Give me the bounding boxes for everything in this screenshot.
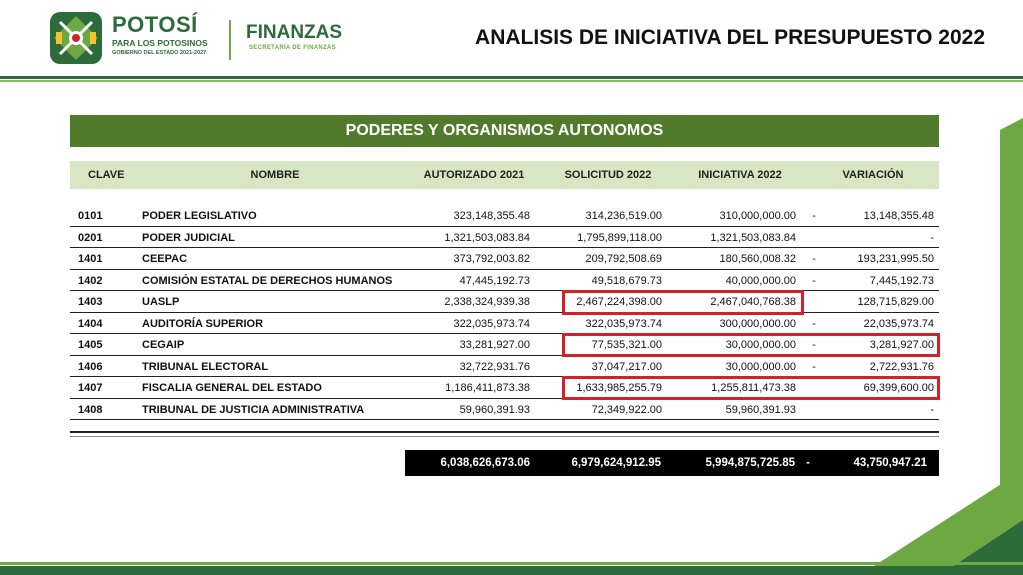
col-solicitud: SOLICITUD 2022 [564,169,652,181]
cell-sign: - [812,339,816,351]
cell-variacion: 7,445,192.73 [869,274,934,287]
cell-clave: 1406 [78,360,103,373]
cell-variacion: 13,148,355.48 [863,210,934,222]
cell-autorizado: 59,960,391.93 [459,403,530,416]
total-solicitud: 6,979,624,912.95 [571,457,661,469]
cell-solicitud: 49,518,679.73 [591,274,662,287]
cell-variacion: - [930,231,934,244]
table-row [70,313,939,335]
cell-nombre: FISCALIA GENERAL DEL ESTADO [142,382,322,394]
cell-variacion: 2,722,931.76 [869,360,934,373]
cell-iniciativa: 59,960,391.93 [725,403,796,416]
cell-nombre: TRIBUNAL ELECTORAL [142,360,269,373]
cell-clave: 1405 [78,339,103,351]
cell-nombre: PODER LEGISLATIVO [142,210,257,222]
cell-solicitud: 37,047,217.00 [591,360,662,373]
cell-autorizado: 2,338,324,939.38 [444,296,530,308]
cell-nombre: UASLP [142,296,180,308]
table-header [70,161,939,189]
finanzas-subtitle: SECRETARÍA DE FINANZAS [249,45,336,51]
highlight-cegaip [562,333,940,357]
cell-variacion: 193,231,995.50 [857,253,934,265]
cell-sign: - [812,274,816,287]
cell-clave: 1402 [78,274,103,287]
cell-autorizado: 322,035,973.74 [453,317,530,330]
cell-nombre: COMISIÓN ESTATAL DE DERECHOS HUMANOS [142,274,393,287]
section-title: PODERES Y ORGANISMOS AUTONOMOS [70,115,939,147]
cell-clave: 0101 [78,210,103,222]
cell-iniciativa: 40,000,000.00 [725,274,796,287]
cell-solicitud: 1,795,899,118.00 [577,231,662,244]
cell-sign: - [812,253,816,265]
table-row [70,205,939,227]
footer-rule-accent [0,562,1023,565]
cell-solicitud: 77,535,321.00 [591,339,662,351]
cell-solicitud: 209,792,508.69 [585,253,662,265]
cell-iniciativa: 1,255,811,473.38 [711,382,796,394]
col-clave: CLAVE [88,169,125,181]
cell-solicitud: 314,236,519.00 [585,210,662,222]
cell-clave: 1407 [78,382,103,394]
col-nombre: NOMBRE [250,169,300,181]
table-end-rule-thin [70,436,939,437]
col-iniciativa: INICIATIVA 2022 [698,169,782,181]
cell-nombre: CEEPAC [142,253,188,265]
cell-autorizado: 323,148,355.48 [453,210,530,222]
cell-solicitud: 2,467,224,398.00 [576,296,662,308]
cell-iniciativa: 180,560,008.32 [719,253,796,265]
logo-government-period: GOBIERNO DEL ESTADO 2021-2027 [112,50,207,56]
col-variacion: VARIACIÓN [842,169,904,181]
cell-autorizado: 32,722,931.76 [459,360,530,373]
cell-variacion: 69,399,600.00 [863,382,934,394]
cell-sign: - [812,360,816,373]
cell-nombre: PODER JUDICIAL [142,231,235,244]
cell-sign: - [812,210,816,222]
cell-nombre: CEGAIP [142,339,185,351]
cell-iniciativa: 300,000,000.00 [719,317,796,330]
table-end-rule [70,431,939,433]
cell-iniciativa: 30,000,000.00 [725,360,796,373]
page-title: ANALISIS DE INICIATIVA DEL PRESUPUESTO 2022 [475,26,985,49]
logo-main-text: POTOSÍ [112,12,198,37]
cell-autorizado: 47,445,192.73 [459,274,530,287]
cell-iniciativa: 2,467,040,768.38 [710,296,796,308]
highlight-uaslp [562,290,804,315]
table-row [70,227,939,249]
cell-iniciativa: 30,000,000.00 [725,339,796,351]
footer-rule [0,566,1023,575]
cell-autorizado: 373,792,003.82 [453,253,530,265]
cell-clave: 1401 [78,253,103,265]
total-sign: - [806,457,810,469]
cell-variacion: 3,281,927.00 [869,339,934,351]
cell-autorizado: 1,186,411,873.38 [445,382,530,394]
table-row [70,291,939,313]
cell-solicitud: 1,633,985,255.79 [576,382,662,394]
cell-clave: 1403 [78,296,103,308]
cell-nombre: AUDITORÍA SUPERIOR [142,317,264,330]
cell-solicitud: 322,035,973.74 [585,317,662,330]
cell-solicitud: 72,349,922.00 [591,403,662,416]
cell-autorizado: 1,321,503,083.84 [444,231,530,244]
cell-iniciativa: 310,000,000.00 [719,210,796,222]
cell-autorizado: 33,281,927.00 [459,339,530,351]
col-autorizado: AUTORIZADO 2021 [423,169,525,181]
total-iniciativa: 5,994,875,725.85 [705,457,795,469]
cell-iniciativa: 1,321,503,083.84 [710,231,796,244]
cell-variacion: - [930,403,934,416]
logo-subtitle: PARA LOS POTOSINOS [112,38,208,48]
finanzas-wordmark: FINANZAS [246,22,343,43]
cell-clave: 1404 [78,317,103,330]
cell-clave: 0201 [78,231,103,244]
cell-sign: - [812,317,816,330]
highlight-fiscalia [562,376,940,400]
cell-clave: 1408 [78,403,103,416]
totals-row [405,450,939,476]
cell-variacion: 22,035,973.74 [863,317,934,330]
table-row [70,356,939,378]
total-autorizado: 6,038,626,673.06 [440,457,530,469]
table-row [70,399,939,421]
total-variacion: 43,750,947.21 [853,457,927,469]
table-row [70,270,939,292]
table-row [70,248,939,270]
cell-variacion: 128,715,829.00 [857,296,934,308]
cell-nombre: TRIBUNAL DE JUSTICIA ADMINISTRATIVA [142,403,365,416]
